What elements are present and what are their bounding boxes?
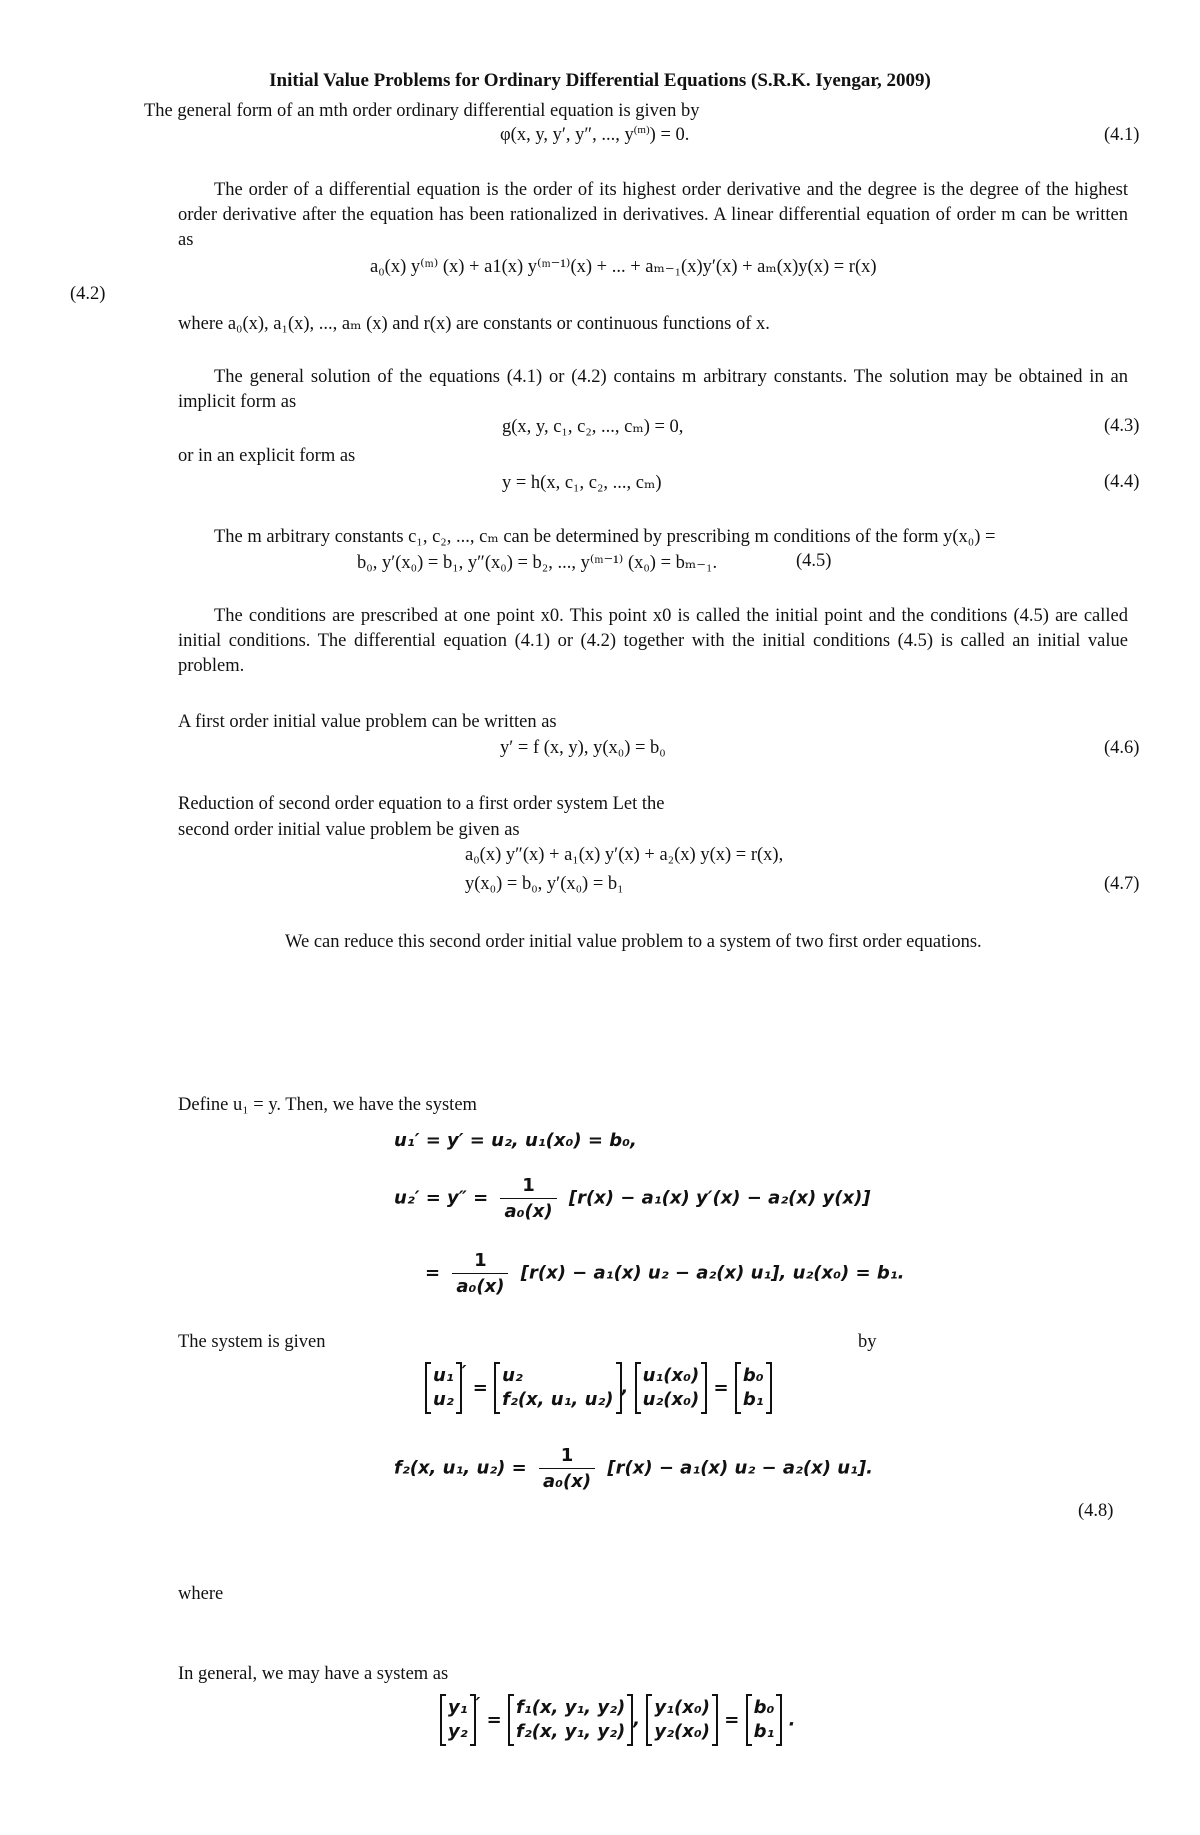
paragraph-general-system: In general, we may have a system as: [178, 1664, 449, 1684]
paragraph-reduce-system: We can reduce this second order initial value problem to a system of two first order equations.: [285, 932, 982, 952]
paragraph-explicit-form: or in an explicit form as: [178, 446, 356, 466]
paragraph-general-solution: The general solution of the equations (4.1) or (4.2) contains m arbitrary constants. The solution may be obtained in an implicit form as: [178, 367, 1128, 412]
fraction-one-over-a0: $\frac{1}{\text{a₀(x)}}$: [452, 1250, 508, 1297]
paragraph-reduction-heading: Reduction of second order equation to a first order system Let the: [178, 794, 665, 814]
paragraph-initial-conditions-list: b₀, y′(x₀) = b₁, y″(x₀) = b₂, ..., y⁽ᵐ⁻¹⁾ (x₀) = bₘ₋₁.: [357, 553, 718, 573]
equation-4-4: y = h(x, c₁, c₂, ..., cₘ): [502, 473, 662, 493]
equation-4-6: y′ = f (x, y), y(x₀) = b₀: [500, 738, 666, 758]
matrix-b-vector: b₀ b₁: [746, 1694, 783, 1746]
equation-number-4-8: (4.8): [1078, 1501, 1114, 1521]
equation-4-7-line1: a₀(x) y″(x) + a₁(x) y′(x) + a₂(x) y(x) = r(x),: [465, 845, 784, 865]
matrix-rhs-vector: u₂ f₂(x, u₁, u₂): [494, 1362, 621, 1414]
paragraph-order-degree: The order of a differential equation is the order of its highest order derivative and the degree is the degree of the highest order derivative after the equation has been rationalized in derivatives. A linear differential equation of order m can be written as: [178, 180, 1128, 250]
matrix-system-y: y₁ y₂ ′ = f₁(x, y₁, y₂) f₂(x, y₁, y₂) , y₁(x₀) y₂(x₀) = b₀ b₁ .: [440, 1694, 796, 1746]
matrix-y-initial-vector: y₁(x₀) y₂(x₀): [646, 1694, 718, 1746]
paragraph-where-coefficients: where a₀(x), a₁(x), ..., aₘ (x) and r(x) are constants or continuous functions of x.: [178, 314, 770, 334]
matrix-initial-vector: u₁(x₀) u₂(x₀): [635, 1362, 708, 1414]
paragraph-first-order-ivp: A first order initial value problem can be written as: [178, 712, 557, 732]
fraction-one-over-an: $\frac{1}{\text{a₀(x)}}$: [539, 1445, 595, 1492]
paragraph-system-by: by: [858, 1332, 877, 1352]
system-equation-2: u₂′ = y″ = $\frac{1}{\text{a₀(x)}}$ [r(x) − a₁(x) y′(x) − a₂(x) y(x)]: [394, 1175, 871, 1222]
paragraph-initial-point: The conditions are prescribed at one point x0. This point x0 is called the initial point and the conditions (4.5) are called initial conditions. The differential equation (4.1) or (4.2) together with the initial conditions (4.5) is called an initial value problem.: [178, 606, 1128, 676]
equation-number-4-7: (4.7): [1104, 874, 1140, 894]
equation-number-4-2: (4.2): [70, 284, 106, 304]
equation-4-7-line2: y(x₀) = b₀, y′(x₀) = b₁: [465, 874, 624, 894]
equation-number-4-3: (4.3): [1104, 416, 1140, 436]
equation-number-4-1: (4.1): [1104, 125, 1140, 145]
document-title: Initial Value Problems for Ordinary Differential Equations (S.R.K. Iyengar, 2009): [269, 70, 931, 91]
matrix-b-vector: b₀ b₁: [735, 1362, 772, 1414]
system-equation-1: u₁′ = y′ = u₂, u₁(x₀) = b₀,: [394, 1130, 637, 1151]
equation-4-3: g(x, y, c₁, c₂, ..., cₘ) = 0,: [502, 417, 684, 437]
paragraph-second-order-ivp: second order initial value problem be given as: [178, 820, 520, 840]
paragraph-arbitrary-constants: The m arbitrary constants c₁, c₂, ..., cₘ can be determined by prescribing m conditions of the form y(x₀) =: [214, 527, 996, 547]
equation-number-4-4: (4.4): [1104, 472, 1140, 492]
matrix-u-vector: u₁ u₂: [425, 1362, 462, 1414]
paragraph-system-given: The system is given: [178, 1332, 326, 1352]
equation-f2-definition: f₂(x, u₁, u₂) = $\frac{1}{\text{a₀(x)}}$ [r(x) − a₁(x) u₂ − a₂(x) u₁].: [394, 1445, 873, 1492]
system-equation-3: = $\frac{1}{\text{a₀(x)}}$ [r(x) − a₁(x) u₂ − a₂(x) u₁], u₂(x₀) = b₁.: [425, 1250, 905, 1297]
fraction-one-over-a0: $\frac{1}{\text{a₀(x)}}$: [500, 1175, 556, 1222]
equation-number-4-6: (4.6): [1104, 738, 1140, 758]
matrix-system-u: u₁ u₂ ′ = u₂ f₂(x, u₁, u₂) , u₁(x₀) u₂(x₀) = b₀ b₁: [425, 1362, 772, 1414]
equation-4-2: a₀(x) y⁽ᵐ⁾ (x) + a1(x) y⁽ᵐ⁻¹⁾(x) + ... + aₘ₋₁(x)y′(x) + aₘ(x)y(x) = r(x): [370, 257, 877, 277]
equation-number-4-5: (4.5): [796, 551, 832, 571]
matrix-y-vector: y₁ y₂: [440, 1694, 476, 1746]
paragraph-define-u1: Define u₁ = y. Then, we have the system: [178, 1095, 477, 1115]
paragraph-where: where: [178, 1584, 224, 1604]
intro-text: The general form of an mth order ordinary differential equation is given by: [144, 101, 700, 121]
matrix-f-vector: f₁(x, y₁, y₂) f₂(x, y₁, y₂): [508, 1694, 633, 1746]
equation-4-1: φ(x, y, y′, y″, ..., $y^{(m)}) = 0$.: [500, 123, 690, 145]
